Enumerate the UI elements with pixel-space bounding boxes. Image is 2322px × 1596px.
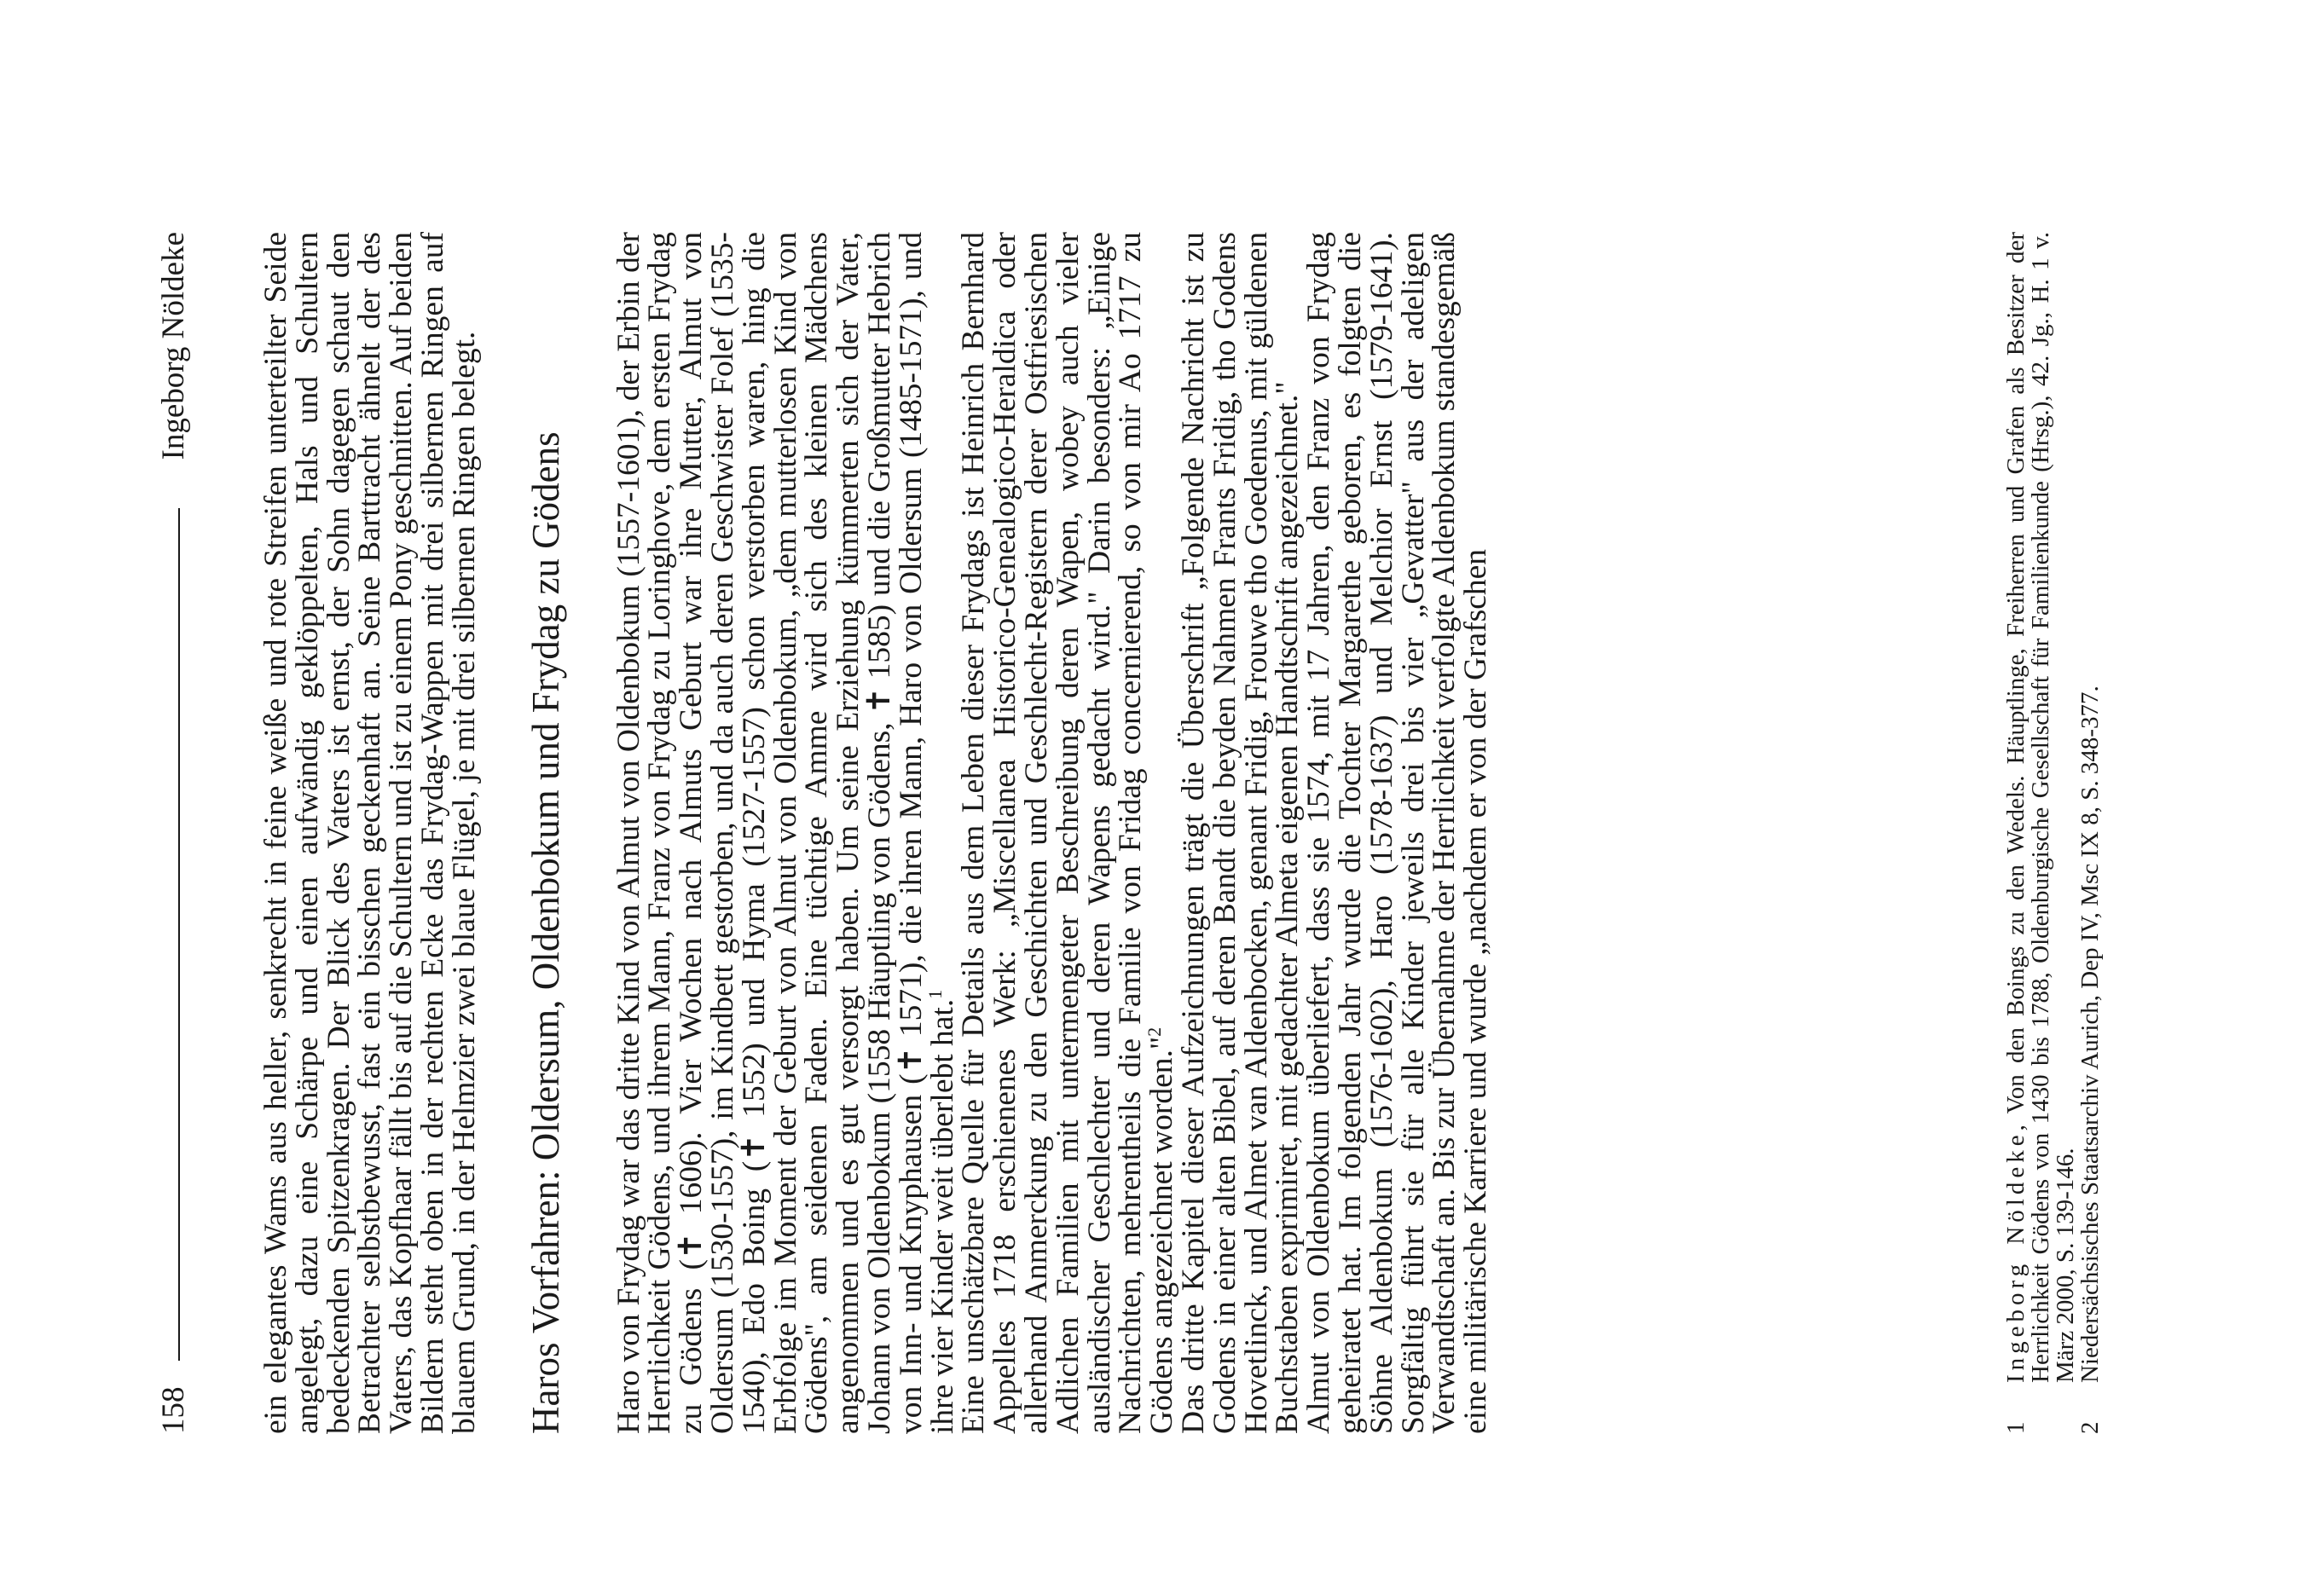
footnote-author: Ingeborg Nöldeke [2002,1130,2030,1383]
footnote-ref-1[interactable]: 1 [924,989,946,999]
paragraph-4: Almut von Oldenbokum überliefert, dass sie 1574, mit 17 Jahren, den Franz von Frydag geheiratet hat. Im folgenden Jahr wurde die Tochter Margarethe geboren, es folgten die Söhne Aldenbokum (1576-1602), Haro (1578-1637) und Melchior Ernst (1579-1641). Sorgfältig führt sie für alle Kinder jeweils drei bis vier „Gevatter" aus der adeligen Verwandtschaft an. Bis zur Übernahme der Herrlichkeit verfolgte Aldenbokum standesgemäß eine militärische Karriere und wurde „nachdem er von der Grafschen [1301,232,1494,1434]
paragraph-1-text: Haro von Frydag war das dritte Kind von Almut von Oldenbokum (1557-1601), der Erbin der Herrlichkeit Gödens, und ihrem Mann, Franz von Frydag zu Loringhove, dem ersten Frydag zu Gödens (✝ 1606). Vier Wochen nach Almuts Geburt war ihre Mutter, Almut von Oldersum (1530-1557), im Kindbett gestorben, und da auch deren Geschwister Folef (1535-1540), Edo Boing (✝ 1552) und Hyma (1527-1557) schon verstorben waren, hing die Erbfolge im Moment der Geburt von Almut von Oldenbokum, „dem mutterlosen Kind von Gödens", am seidenen Faden. Eine tüchtige Amme wird sich des kleinen Mädchens angenommen und es gut versorgt haben. Um seine Erziehung kümmerten sich der Vater, Johann von Oldenbokum (1558 Häuptling von Gödens, ✝ 1585) und die Großmutter Hebrich von Inn- und Knyphausen (✝ 1571), die ihren Mann, Haro von Oldersum (1485-1571), und ihre vier Kinder weit überlebt hat. [611,232,960,1434]
footnote-number: 2 [2076,1421,2104,1434]
footnote-1 [2004,232,2078,1434]
paragraph-3: Das dritte Kapitel dieser Aufzeichnungen trägt die Überschrift „Folgende Nachricht ist zu Godens in einer alten Bibel, auf deren Bandt die beyden Nahmen Frants Fridig, tho Godens Hovetlinck, und Almet van Aldenbocken, genant Fridig, Frouwe tho Goedenus, mit güldenen Buchstaben exprimiret, mit gedachter Almeta eigenen Handtschrift angezeichnet." [1175,232,1306,1434]
footnote-ref-2[interactable]: 2 [1144,1026,1166,1037]
body-text [258,232,1494,1434]
paragraph-2-text: Eine unschätzbare Quelle für Details aus dem Leben dieser Frydags ist Heinrich Bernhard Appelles 1718 erschienenes Werk: „Miscellanea Historico-Genealogico-Heraldica oder allerhand Anmerckung zu den Geschichten und Geschlecht-Registern derer Ostfriesischen Adlichen Familien mit untermengeter Beschreibung deren Wapen, wobey auch vieler ausländischer Geschlechter und deren Wapens gedacht wird." Darin besonders: „Einige Nachrichten, mehrentheils die Familie von Fridag concernierend, so von mir Ao 1717 zu Gödens angezeichnet worden." [956,232,1180,1434]
paragraph-1 [611,232,960,1434]
footnote-number: 1 [2002,1421,2030,1434]
footnote-2 [2078,232,2103,1434]
running-head-author: Ingeborg Nöldeke [156,232,191,460]
running-head [155,232,203,1434]
header-rule [178,508,180,1361]
footnote-text: , Von den Boings zu den Wedels. Häuptlinge, Freiherren und Grafen als Besitzer der Herrlichkeit Gödens von 1430 bis 1788, Oldenburgische Gesellschaft für Familienkunde (Hrsg.), 42. Jg., H. 1 v. März 2000, S. 139-146. [2002,231,2079,1383]
footnote-text: Niedersächsisches Staatsarchiv Aurich, Dep IV, Msc IX 8, S. 348-377. [2076,685,2104,1383]
footnotes [2004,232,2103,1434]
section-heading: Haros Vorfahren: Oldersum, Oldenbokum und Frydag zu Gödens [524,431,567,1434]
intro-paragraph: ein elegantes Wams aus heller, senkrecht in feine weiße und rote Streifen unterteilter Seide angelegt, dazu eine Schärpe und einen aufwändig geklöppelten, Hals und Schultern bedeckenden Spitzenkragen. Der Blick des Vaters ist ernst, der Sohn dagegen schaut den Betrachter selbstbewusst, fast ein bisschen geckenhaft an. Seine Barttracht ähnelt der des Vaters, das Kopfhaar fällt bis auf die Schultern und ist zu einem Pony geschnitten. Auf beiden Bildern steht oben in der rechten Ecke das Frydag-Wappen mit drei silbernen Ringen auf blauem Grund, in der Helmzier zwei blaue Flügel, je mit drei silbernen Ringen belegt. [258,232,482,1434]
paragraph-2 [958,232,1178,1434]
page-number: 158 [156,1386,191,1434]
